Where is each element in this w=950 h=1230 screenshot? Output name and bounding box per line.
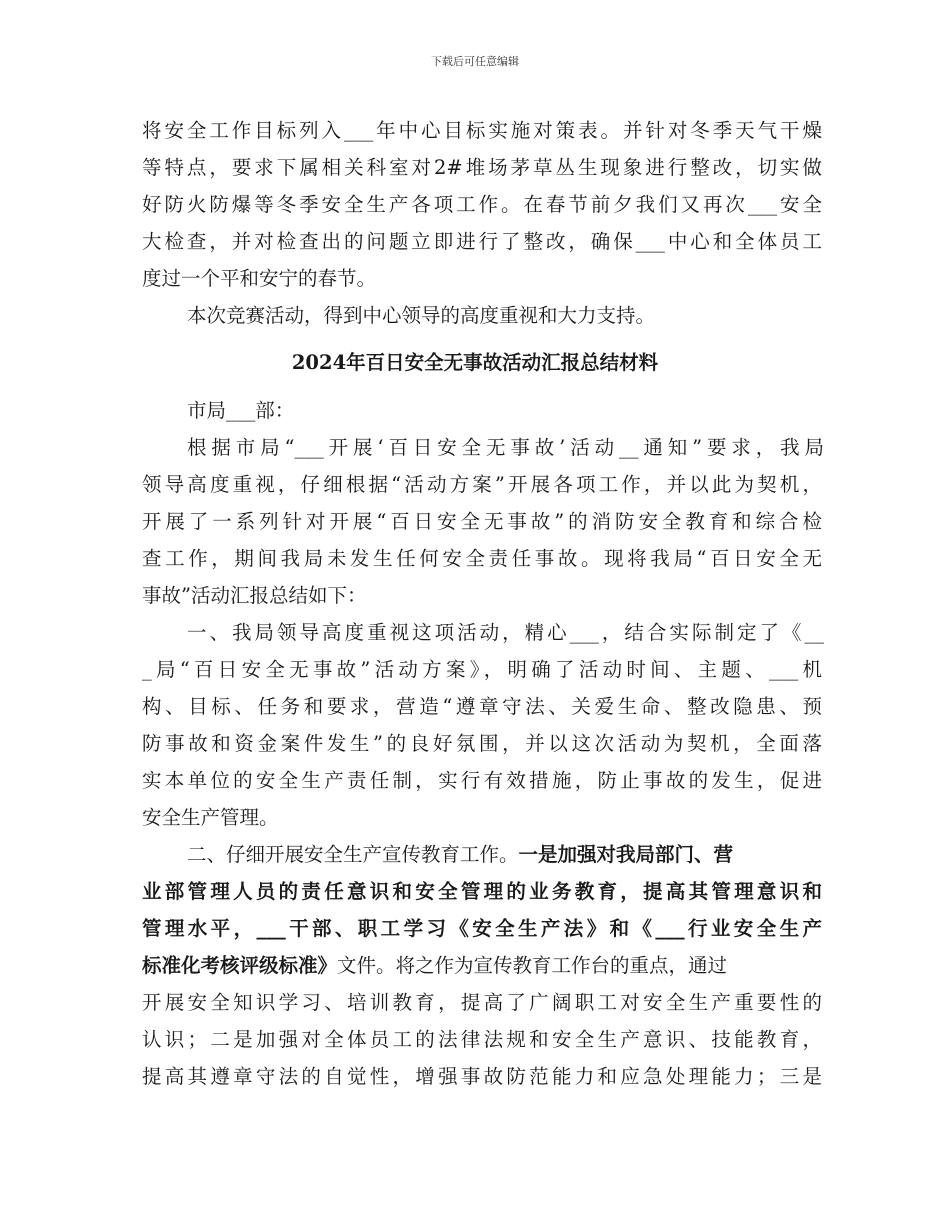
paragraph-line: 好防火防爆等冬季安全生产各项工作。在春节前夕我们又再次___安全 bbox=[142, 193, 822, 216]
paragraph-line: 本次竞赛活动，得到中心领导的高度重视和大力支持。 bbox=[187, 304, 656, 327]
paragraph-line bbox=[142, 948, 822, 984]
paragraph-line bbox=[187, 837, 827, 873]
paragraph-line: 构、目标、任务和要求，营造“遵章守法、关爱生命、整改隐患、预 bbox=[142, 695, 822, 718]
paragraph-line: 开展了一系列针对开展“百日安全无事故”的消防安全教育和综合检 bbox=[142, 510, 822, 533]
paragraph-line: 认识；二是加强对全体员工的法律法规和安全生产意识、技能教育， bbox=[142, 1028, 822, 1051]
paragraph-line: 将安全工作目标列入___年中心目标实施对策表。并针对冬季天气干燥 bbox=[142, 119, 822, 142]
bold-text: 标准化考核评级标准》 bbox=[142, 954, 338, 977]
paragraph-line: _局“百日安全无事故”活动方案》，明确了活动时间、主题、___机 bbox=[142, 658, 822, 681]
paragraph-line: 事故”活动汇报总结如下： bbox=[142, 584, 367, 607]
paragraph-line: 安全生产管理。 bbox=[142, 806, 279, 829]
paragraph-line-bold: 业部管理人员的责任意识和安全管理的业务教育，提高其管理意识和 bbox=[142, 880, 822, 903]
paragraph-line: 一、我局领导高度重视这项活动，精心___，结合实际制定了《__ bbox=[187, 621, 824, 644]
paragraph-line: 根据市局“___开展‘百日安全无事故’活动__通知”要求，我局 bbox=[187, 436, 824, 459]
paragraph-line: 提高其遵章守法的自觉性，增强事故防范能力和应急处理能力；三是 bbox=[142, 1065, 822, 1088]
paragraph-line: 度过一个平和安宁的春节。 bbox=[142, 267, 377, 290]
paragraph-line: 领导高度重视，仔细根据“活动方案”开展各项工作，并以此为契机， bbox=[142, 473, 822, 496]
regular-text: 文件。将之作为宣传教育工作台的重点，通过 bbox=[337, 954, 728, 977]
paragraph-line: 查工作，期间我局未发生任何安全责任事故。现将我局“百日安全无 bbox=[142, 547, 822, 570]
section-heading-text: 二、仔细开展安全生产宣传教育工作。 bbox=[187, 843, 519, 866]
paragraph-line: 实本单位的安全生产责任制，实行有效措施，防止事故的发生，促进 bbox=[142, 769, 822, 792]
paragraph-line: 防事故和资金案件发生”的良好氛围，并以这次活动为契机，全面落 bbox=[142, 732, 822, 755]
paragraph-line: 大检查，并对检查出的问题立即进行了整改，确保___中心和全体员工 bbox=[142, 230, 822, 253]
document-title: 2024年百日安全无事故活动汇报总结材料 bbox=[291, 351, 659, 374]
paragraph-line: 开展安全知识学习、培训教育，提高了广阔职工对安全生产重要性的 bbox=[142, 991, 822, 1014]
bold-text: 一是加强对我局部门、营 bbox=[518, 843, 734, 866]
paragraph-line-bold: 管理水平，___干部、职工学习《安全生产法》和《___行业安全生产 bbox=[142, 917, 822, 940]
salutation: 市局___部： bbox=[187, 399, 295, 422]
page-header: 下载后可任意编辑 bbox=[431, 55, 519, 68]
paragraph-line: 等特点，要求下属相关科室对2#堆场茅草丛生现象进行整改，切实做 bbox=[142, 156, 822, 179]
